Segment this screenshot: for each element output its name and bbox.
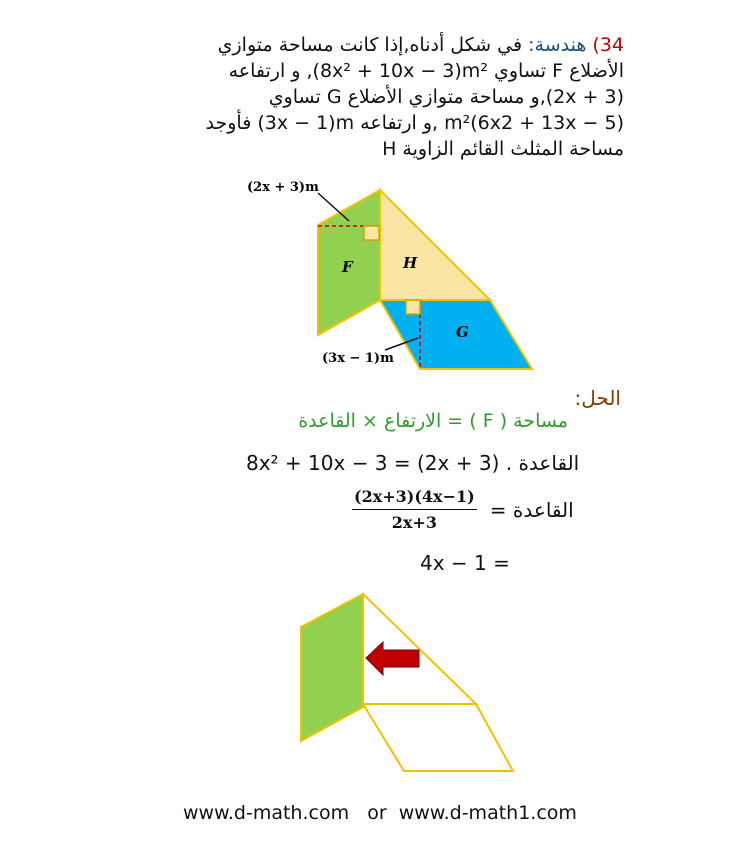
- solution-title: الحل:: [574, 386, 621, 410]
- label-G: G: [456, 323, 469, 341]
- label-height-F: (2x + 3)m: [247, 180, 319, 195]
- problem-line3: (2x + 3),و مساحة متوازي الأضلاع G تساوي: [268, 86, 624, 108]
- label-F: F: [342, 258, 353, 276]
- second-parallelogram-outline: [363, 704, 513, 771]
- second-parallelogram-F: [301, 594, 363, 741]
- arrow-icon: [366, 642, 419, 675]
- problem-line1: في شكل أدناه,إذا كانت مساحة متوازي: [217, 34, 523, 56]
- problem-line5: مساحة المثلث القائم الزاوية H: [382, 138, 624, 160]
- problem-tag: هندسة:: [528, 34, 587, 56]
- area-formula: مساحة ( F ) = الارتفاع × القاعدة: [298, 410, 568, 432]
- fraction-denominator: 2x+3: [391, 513, 437, 532]
- equation-line: 8x² + 10x − 3 = (2x + 3) . القاعدة: [246, 451, 580, 475]
- label-height-G: (3x − 1)m: [322, 351, 394, 366]
- footer-links: www.d-math.com or www.d-math1.com: [183, 802, 577, 824]
- fraction-label: القاعدة =: [489, 497, 574, 522]
- problem-line2: الأضلاع F تساوي 8x² + 10x − 3)m²), و ارتفاعه: [228, 60, 624, 82]
- problem-line4: (6x2 + 13x − 5)m² ,و ارتفاعه 3x − 1)m) فأوجد: [205, 112, 624, 134]
- problem-number: 34): [592, 34, 624, 56]
- fraction-numerator: (2x+3)(4x−1): [352, 487, 477, 510]
- label-H: H: [403, 254, 418, 272]
- result-line: 4x − 1 =: [420, 551, 510, 575]
